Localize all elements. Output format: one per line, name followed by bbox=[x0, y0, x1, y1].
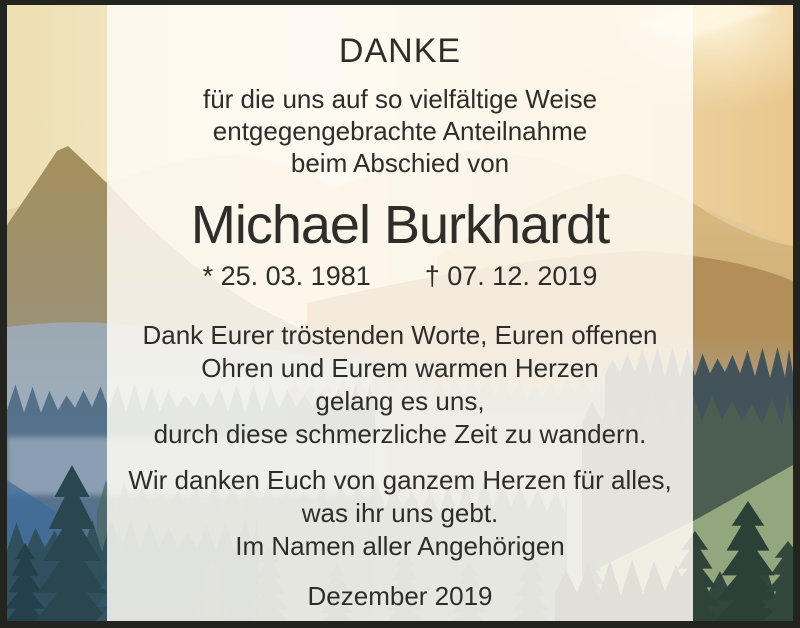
intro-line: beim Abschied von bbox=[290, 148, 510, 178]
body-line: Dank Eurer tröstenden Worte, Euren offenen bbox=[142, 320, 658, 350]
birth-date: * 25. 03. 1981 bbox=[202, 261, 371, 291]
scene bbox=[7, 5, 793, 621]
thanks-heading: DANKE bbox=[338, 32, 462, 70]
body-line: Ohren und Eurem warmen Herzen bbox=[201, 353, 599, 383]
closing-line: Im Namen aller Angehörigen bbox=[235, 531, 565, 561]
intro-line: für die uns auf so vielfältige Weise bbox=[202, 84, 598, 114]
issue-date: Dezember 2019 bbox=[307, 581, 493, 611]
intro-paragraph bbox=[107, 83, 693, 179]
intro-line: entgegengebrachte Anteilnahme bbox=[212, 116, 588, 146]
death-date: † 07. 12. 2019 bbox=[424, 261, 598, 291]
body-line: durch diese schmerzliche Zeit zu wandern. bbox=[153, 419, 647, 449]
life-dates bbox=[107, 260, 693, 292]
closing-paragraph bbox=[107, 464, 693, 563]
body-line: gelang es uns, bbox=[315, 386, 485, 416]
notice-text bbox=[107, 5, 693, 621]
closing-line: was ihr uns gebt. bbox=[301, 498, 499, 528]
deceased-name: Michael Burkhardt bbox=[190, 195, 610, 255]
thanks-paragraph bbox=[107, 319, 693, 451]
closing-line: Wir danken Euch von ganzem Herzen für alles, bbox=[128, 465, 672, 495]
